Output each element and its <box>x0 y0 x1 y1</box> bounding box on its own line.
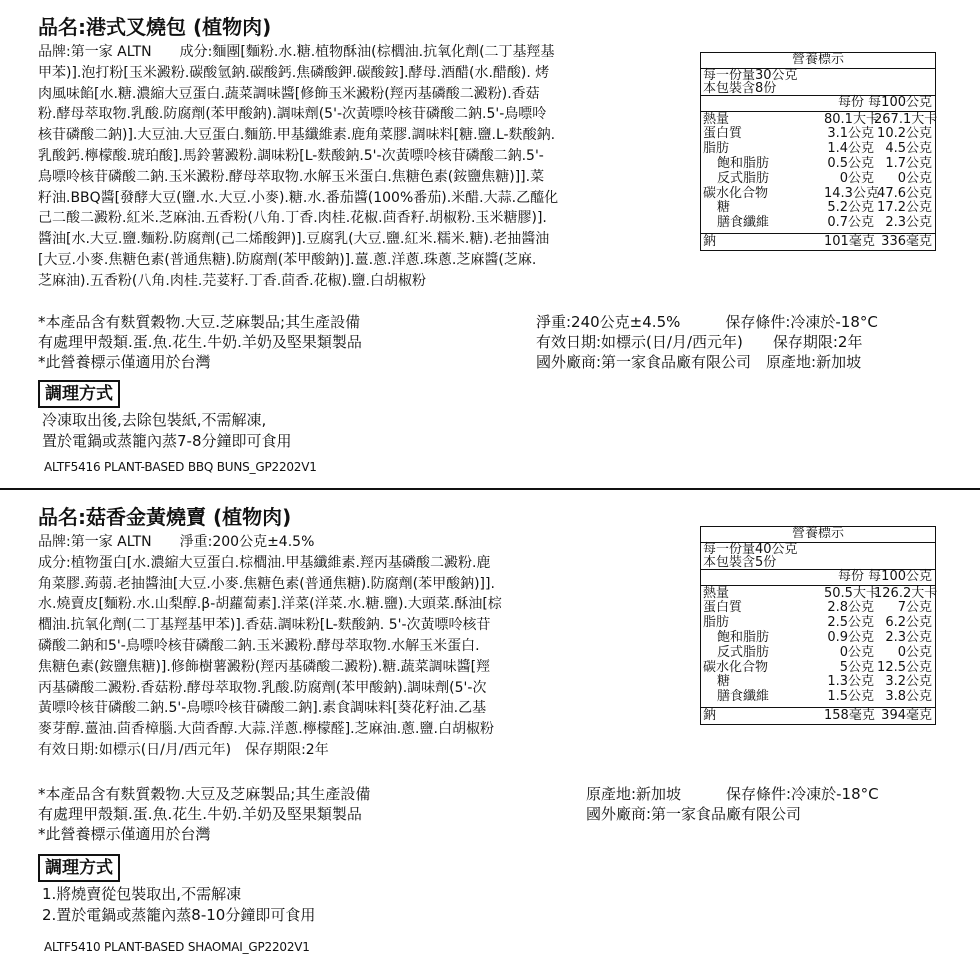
per-100g-value: 17.2公克 <box>877 200 932 216</box>
nutrition-row <box>701 601 935 616</box>
ingredients-line: 品牌:第一家 ALTN 成分:麵團[麵粉.水.糖.植物酥油(棕櫚油.抗氧化劑(二丁基羥基 <box>38 44 555 60</box>
note-line: *本產品含有麩質穀物.大豆.芝麻製品;其生產設備 <box>38 313 361 331</box>
nutrient-name: 脂肪 <box>703 141 730 157</box>
nutrition-row <box>701 646 935 661</box>
note-line: 有處理甲殼類.蛋.魚.花生.牛奶.羊奶及堅果類製品 <box>38 333 362 351</box>
col-per-serving: 每份 <box>838 94 865 110</box>
nutrient-name: 膳食纖維 <box>717 689 770 705</box>
cooking-heading: 調理方式 <box>38 380 120 408</box>
per-serving-value: 2.8公克 <box>827 600 874 616</box>
nutrient-name: 鈉 <box>703 707 717 723</box>
serving-info <box>701 69 935 96</box>
ingredients-line: 水.燒賣皮[麵粉.水.山梨醇.β-胡蘿蔔素].洋菜(洋菜.水.糖.鹽).大頭菜.酥油[棕 <box>38 596 502 613</box>
ingredients-line: 角菜膠.蒟蒻.老抽醬油[大豆.小麥.焦糖色素(普通焦糖).防腐劑(苯甲酸鈉)]]. <box>38 575 495 592</box>
note-line: 有處理甲殼類.蛋.魚.花生.牛奶.羊奶及堅果類製品 <box>38 805 362 823</box>
ingredients-line: 核苷磷酸二鈉)].大豆油.大豆蛋白.麵筋.甲基纖維素.鹿角菜膠.調味料[糖.鹽.L-麩酸鈉. <box>38 127 556 144</box>
ingredients-line: 肉風味餡[水.糖.濃縮大豆蛋白.蔬菜調味醬[修飾玉米澱粉(羥丙基磷酸二澱粉).香菇 <box>38 85 540 102</box>
per-serving-value: 1.5公克 <box>827 689 874 705</box>
product-title: 品名:菇香金黃燒賣 (植物肉) <box>38 505 292 529</box>
cooking-line: 冷凍取出後,去除包裝紙,不需解凍, <box>42 411 267 429</box>
per-serving-value: 3.1公克 <box>827 126 874 142</box>
per-serving-value: 0.7公克 <box>827 215 874 231</box>
per-100g-value: 2.3公克 <box>885 629 932 645</box>
ingredients-line: 鳥嘌呤核苷磷酸二鈉.玉米澱粉.酵母萃取物.水解玉米蛋白.焦糖色素(銨鹽焦糖)]].菜 <box>38 168 545 185</box>
nutrition-row <box>701 216 935 231</box>
nutrition-column-headers <box>701 570 935 586</box>
nutrient-name: 蛋白質 <box>703 600 743 616</box>
nutrition-row <box>701 616 935 631</box>
per-100g-value: 1.7公克 <box>885 155 932 171</box>
per-serving-value: 0公克 <box>839 644 874 660</box>
nutrient-name: 熱量 <box>703 111 730 127</box>
per-serving-value: 101毫克 <box>824 233 875 249</box>
per-serving-value: 80.1大卡 <box>824 111 879 127</box>
per-serving-value: 0.9公克 <box>827 629 874 645</box>
nutrient-name: 碳水化合物 <box>703 185 769 201</box>
nutrient-name: 蛋白質 <box>703 126 743 142</box>
per-serving-value: 14.3公克 <box>824 185 879 201</box>
nutrition-table <box>700 52 936 251</box>
product-label-shaomai <box>0 490 980 980</box>
nutrition-row <box>701 233 935 250</box>
cooking-line: 1.將燒賣從包裝取出,不需解凍 <box>42 885 242 903</box>
cooking-line: 2.置於電鍋或蒸籠內蒸8-10分鐘即可食用 <box>42 906 316 924</box>
ingredients-line: 丙基磷酸二澱粉.香菇粉.酵母萃取物.乳酸.防腐劑(苯甲酸鈉).調味劑(5'-次 <box>38 679 487 696</box>
meta-line: 淨重:240公克±4.5% 保存條件:冷凍於-18°C <box>536 313 878 331</box>
ingredients-line: 粉.酵母萃取物.乳酸.防腐劑(苯甲酸鈉).調味劑(5'-次黃嘌呤核苷磷酸二鈉.5'-鳥嘌呤 <box>38 106 547 123</box>
serving-size: 每一份量30公克 <box>703 67 798 83</box>
allergen-notes <box>38 312 362 372</box>
product-title: 品名:港式叉燒包 (植物肉) <box>38 15 272 39</box>
meta-line: 有效日期:如標示(日/月/西元年) 保存期限:2年 <box>536 333 863 351</box>
nutrient-name: 反式脂肪 <box>717 170 770 186</box>
per-serving-value: 0公克 <box>839 170 874 186</box>
nutrient-name: 飽和脂肪 <box>717 629 770 645</box>
note-line: *本產品含有麩質穀物.大豆及芝麻製品;其生產設備 <box>38 785 371 803</box>
ingredients-line: 品牌:第一家 ALTN 淨重:200公克±4.5% <box>38 534 315 550</box>
per-serving-value: 0.5公克 <box>827 155 874 171</box>
ingredients-line: [大豆.小麥.焦糖色素(普通焦糖).防腐劑(苯甲酸鈉)].薑.蔥.洋蔥.珠蔥.芝麻醬(芝麻. <box>38 251 537 268</box>
col-per-100g: 每100公克 <box>868 94 932 110</box>
nutrition-rows <box>701 585 938 724</box>
servings-per-pack: 本包裝含8份 <box>703 80 777 96</box>
ingredients-line: 籽油.BBQ醬[發酵大豆(鹽.水.大豆.小麥).糖.水.番茄醬(100%番茄).米醋.大蒜.乙醯化 <box>38 189 559 206</box>
per-serving-value: 2.5公克 <box>827 615 874 631</box>
per-100g-value: 0公克 <box>897 644 932 660</box>
ingredients-line: 有效日期:如標示(日/月/西元年) 保存期限:2年 <box>38 741 329 758</box>
per-serving-value: 50.5大卡 <box>824 585 879 601</box>
ingredients-line: 黃嘌呤核苷磷酸二鈉.5'-鳥嘌呤核苷磷酸二鈉].素食調味料[葵花籽油.乙基 <box>38 700 487 717</box>
cooking-instructions <box>42 410 292 452</box>
per-100g-value: 394毫克 <box>881 707 932 723</box>
nutrition-row <box>701 142 935 157</box>
nutrition-rows <box>701 111 938 250</box>
ingredients-line: 磷酸二鈉和5'-鳥嘌呤核苷磷酸二鈉.玉米澱粉.酵母萃取物.水解玉米蛋白. <box>38 637 480 654</box>
cooking-instructions <box>42 884 315 926</box>
nutrient-name: 熱量 <box>703 585 730 601</box>
ingredients-list <box>38 42 558 292</box>
product-meta <box>536 312 878 372</box>
nutrition-table <box>700 526 936 725</box>
serving-info <box>701 543 935 570</box>
meta-line: 國外廠商:第一家食品廠有限公司 原產地:新加坡 <box>536 353 862 371</box>
per-100g-value: 47.6公克 <box>877 185 932 201</box>
per-100g-value: 3.8公克 <box>885 689 932 705</box>
note-line: *此營養標示僅適用於台灣 <box>38 825 211 843</box>
product-meta <box>586 784 879 824</box>
ingredients-line: 己二酸二澱粉.紅米.芝麻油.五香粉(八角.丁香.肉桂.花椒.茴香籽.胡椒粉.玉米糖膠)]. <box>38 210 547 227</box>
per-100g-value: 10.2公克 <box>877 126 932 142</box>
nutrition-heading: 營養標示 <box>701 53 935 69</box>
per-serving-value: 5公克 <box>839 659 874 675</box>
per-100g-value: 126.2大卡 <box>874 585 938 601</box>
note-line: *此營養標示僅適用於台灣 <box>38 353 211 371</box>
nutrition-row <box>701 690 935 705</box>
per-serving-value: 1.3公克 <box>827 674 874 690</box>
col-per-serving: 每份 <box>838 568 865 584</box>
cooking-heading: 調理方式 <box>38 854 120 882</box>
nutrition-row <box>701 172 935 187</box>
per-100g-value: 267.1大卡 <box>874 111 938 127</box>
per-serving-value: 5.2公克 <box>827 200 874 216</box>
ingredients-line: 甲苯)].泡打粉[玉米澱粉.碳酸氫鈉.碳酸鈣.焦磷酸鉀.碳酸銨].酵母.酒醋(水.醋酸). 烤 <box>38 64 550 81</box>
per-serving-value: 1.4公克 <box>827 141 874 157</box>
nutrient-name: 膳食纖維 <box>717 215 770 231</box>
product-code: ALTF5410 PLANT-BASED SHAOMAI_GP2202V1 <box>44 940 310 954</box>
nutrition-row <box>701 675 935 690</box>
col-per-100g: 每100公克 <box>868 568 932 584</box>
cooking-line: 置於電鍋或蒸籠內蒸7-8分鐘即可食用 <box>42 432 292 450</box>
meta-line: 國外廠商:第一家食品廠有限公司 <box>586 805 802 823</box>
nutrition-heading: 營養標示 <box>701 527 935 543</box>
nutrition-column-headers <box>701 96 935 112</box>
per-100g-value: 2.3公克 <box>885 215 932 231</box>
per-100g-value: 7公克 <box>897 600 932 616</box>
nutrient-name: 糖 <box>717 674 731 690</box>
nutrition-row <box>701 707 935 724</box>
product-code: ALTF5416 PLANT-BASED BBQ BUNS_GP2202V1 <box>44 460 317 474</box>
nutrient-name: 反式脂肪 <box>717 644 770 660</box>
ingredients-line: 麥芽醇.薑油.茴香樟腦.大茴香醇.大蒜.洋蔥.檸檬醛].芝麻油.蔥.鹽.白胡椒粉 <box>38 721 494 738</box>
nutrient-name: 鈉 <box>703 233 717 249</box>
ingredients-line: 櫚油.抗氧化劑(二丁基羥基甲苯)].香菇.調味粉[L-麩酸鈉. 5'-次黃嘌呤核苷 <box>38 617 491 634</box>
ingredients-line: 成分:植物蛋白[水.濃縮大豆蛋白.棕櫚油.甲基纖維素.羥丙基磷酸二澱粉.鹿 <box>38 554 491 571</box>
ingredients-line: 焦糖色素(銨鹽焦糖)].修飾樹薯澱粉(羥丙基磷酸二澱粉).糖.蔬菜調味醬[羥 <box>38 658 491 675</box>
nutrient-name: 糖 <box>717 200 731 216</box>
ingredients-line: 乳酸鈣.檸檬酸.琥珀酸].馬鈴薯澱粉.調味粉[L-麩酸鈉.5'-次黃嘌呤核苷磷酸二鈉.5'- <box>38 147 544 164</box>
ingredients-line: 醬油[水.大豆.鹽.麵粉.防腐劑(己二烯酸鉀)].豆腐乳(大豆.鹽.紅米.糯米.糖).老抽醬油 <box>38 231 550 248</box>
nutrition-row <box>701 127 935 142</box>
per-100g-value: 0公克 <box>897 170 932 186</box>
nutrition-row <box>701 631 935 646</box>
per-100g-value: 4.5公克 <box>885 141 932 157</box>
serving-size: 每一份量40公克 <box>703 541 798 557</box>
per-100g-value: 336毫克 <box>881 233 932 249</box>
per-100g-value: 3.2公克 <box>885 674 932 690</box>
allergen-notes <box>38 784 370 844</box>
per-100g-value: 12.5公克 <box>877 659 932 675</box>
nutrition-row <box>701 201 935 216</box>
per-serving-value: 158毫克 <box>824 707 875 723</box>
nutrient-name: 飽和脂肪 <box>717 155 770 171</box>
per-100g-value: 6.2公克 <box>885 615 932 631</box>
meta-line: 原產地:新加坡 保存條件:冷凍於-18°C <box>586 785 879 803</box>
ingredients-line: 芝麻油).五香粉(八角.肉桂.芫荽籽.丁香.茴香.花椒).鹽.白胡椒粉 <box>38 272 426 289</box>
ingredients-list <box>38 532 502 761</box>
nutrient-name: 脂肪 <box>703 615 730 631</box>
nutrient-name: 碳水化合物 <box>703 659 769 675</box>
nutrition-row <box>701 157 935 172</box>
servings-per-pack: 本包裝含5份 <box>703 554 777 570</box>
